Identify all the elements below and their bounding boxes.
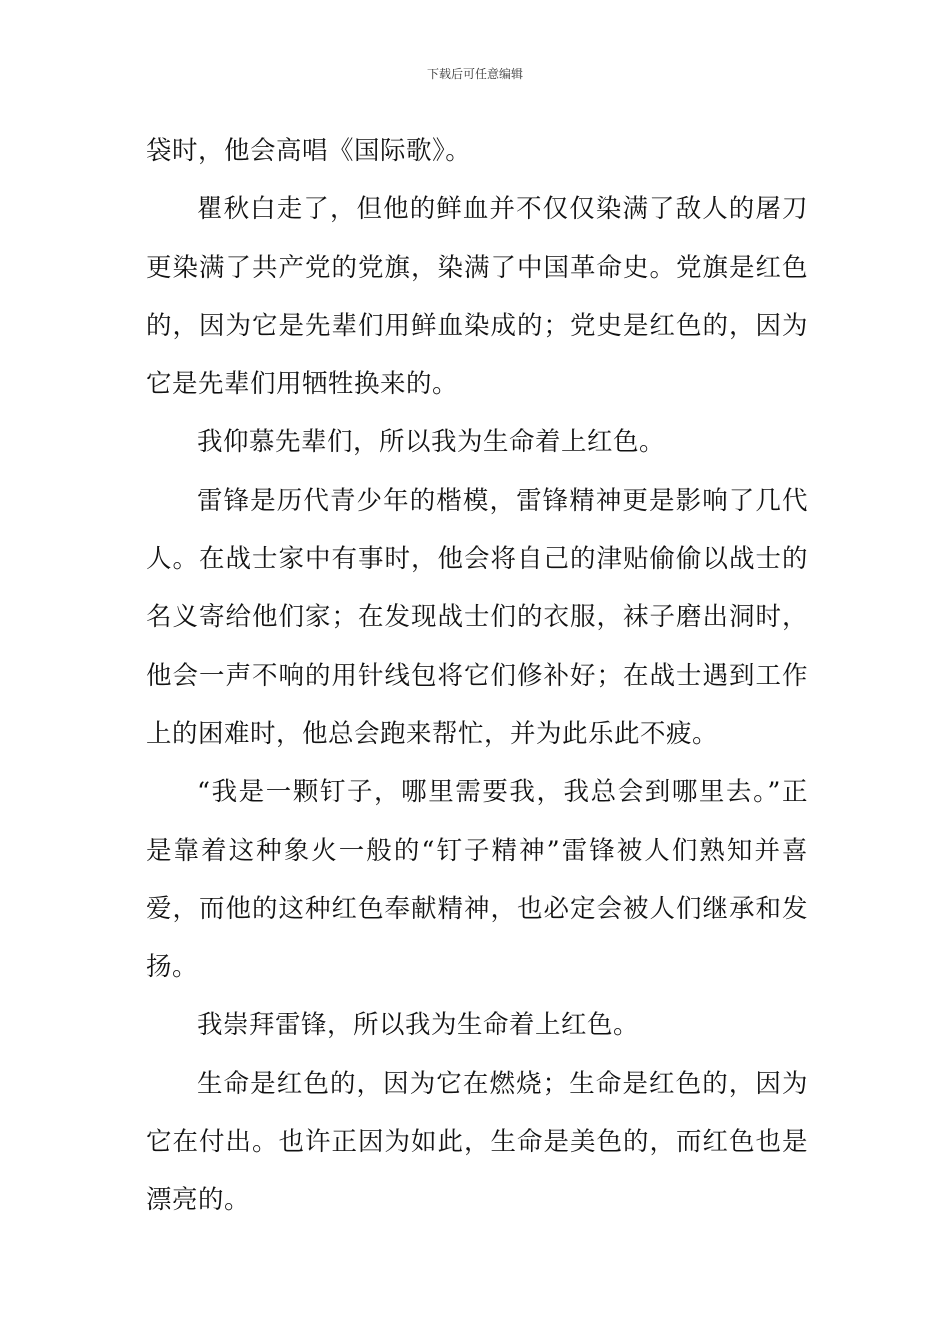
page-header: 下载后可任意编辑 [426,67,523,81]
paragraph-nail-spirit: “我是一颗钉子，哪里需要我，我总会到哪里去。”正是靠着这种象火一般的“钉子精神”雷锋被人们熟知并喜爱，而他的这种红色奉献精神，也必定会被人们继承和发扬。 [146,777,808,983]
paragraph-life-is-red: 生命是红色的，因为它在燃烧；生命是红色的，因为它在付出。也许正因为如此，生命是美色的，而红色也是漂亮的。 [146,1068,808,1216]
paragraph-continuation: 袋时，他会高唱《国际歌》。 [146,136,472,166]
paragraph-qu-qiubai: 瞿秋白走了，但他的鲜血并不仅仅染满了敌人的屠刀更染满了共产党的党旗，染满了中国革命史。党旗是红色的，因为它是先辈们用鲜血染成的；党史是红色的，因为它是先辈们用牺牲换来的。 [146,194,808,400]
paragraph-worship-lei-feng: 我崇拜雷锋，所以我为生命着上红色。 [197,1010,640,1041]
paragraph-admire-predecessors: 我仰慕先辈们，所以我为生命着上红色。 [197,427,666,458]
paragraph-lei-feng: 雷锋是历代青少年的楷模，雷锋精神更是影响了几代人。在战士家中有事时，他会将自己的津贴偷偷以战士的名义寄给他们家；在发现战士们的衣服，袜子磨出洞时，他会一声不响的用针线包将它们修补好；在战士遇到工作上的困难时，他总会跑来帮忙，并为此乐此不疲。 [146,485,808,749]
document-body [146,122,808,1230]
